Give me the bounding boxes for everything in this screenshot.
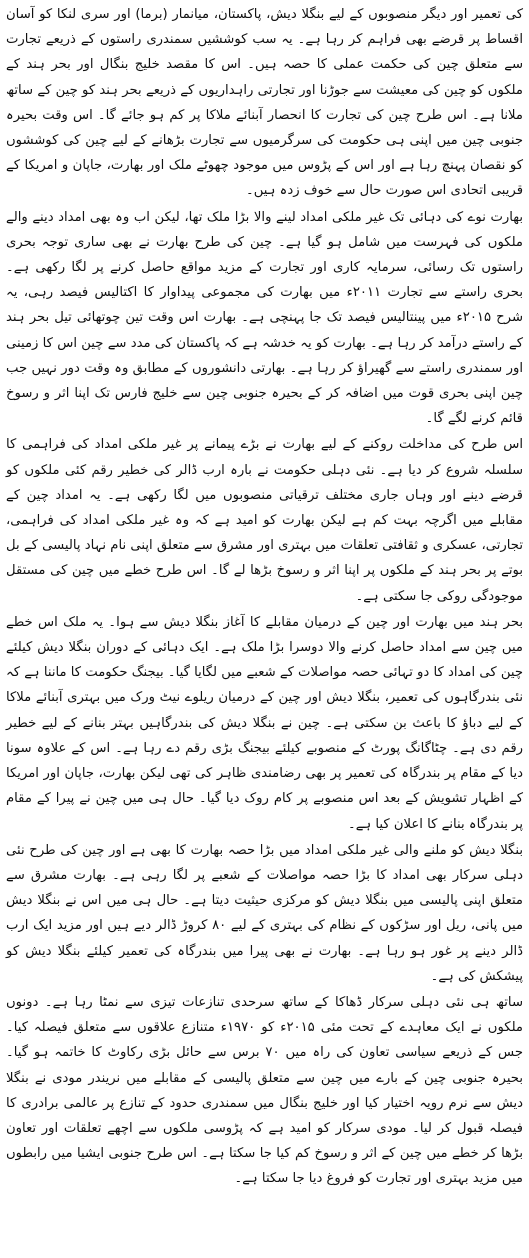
- paragraph-text: کی تعمیر اور دیگر منصوبوں کے لیے بنگلا دیش، پاکستان، میانمار (برما) اور سری لنکا کو آسان اقساط پر قرضے بھی فراہم کر رہا ہے۔ یہ سب کوششیں سمندری راستوں کے ذریعے تجارت سے متعلق چین کی حکمت عملی کا حصہ ہیں۔ اس کا مقصد خلیج بنگال اور بحر ہند کے ملکوں کو چین کی معیشت سے جوڑنا اور تجارتی راہداریوں کے ذریعے بحر ہند کو چین کے ساتھ ملانا ہے۔ اس طرح چین کی تجارت کا انحصار آبنائے ملاکا پر کم ہو جائے گا۔ اس وقت بحیرہ جنوبی چین میں اپنی ہی حکومت کی سرگرمیوں سے تجارت بڑھانے کے لیے چین کی کوششوں کو نقصان پہنچ رہا ہے اور اس کے پڑوس میں موجود چھوٹے ملک اور بھارت، جاپان و امریکا کے قریبی اتحادی اس صورت حال سے خوف زدہ ہیں۔: [6, 7, 523, 199]
- article-paragraph-1: [6, 2, 523, 204]
- paragraph-text: اس طرح کی مداخلت روکنے کے لیے بھارت نے بڑے پیمانے پر غیر ملکی امداد کی فراہمی کا سلسلہ شروع کر دیا ہے۔ نئی دہلی حکومت نے بارہ ارب ڈالر کی خطیر رقم کئی ملکوں کو قرضے دینے اور وہاں جاری مختلف ترقیاتی منصوبوں میں لگا رکھی ہے۔ یہ امداد چین کے مقابلے میں اگرچہ بہت کم ہے لیکن بھارت کو امید ہے کہ وہ غیر ملکی امداد کی فراہمی، تجارتی، عسکری و ثقافتی تعلقات میں بہتری اور مشرق سے متعلق اپنی نام نہاد پالیسی کے بل بوتے پر بحر ہند کے ملکوں پر اپنا اثر و رسوخ بڑھا لے گا۔ اس طرح خطے میں چین کی مستقل موجودگی روکی جا سکتی ہے۔: [6, 437, 523, 604]
- article-paragraph-5: [6, 838, 523, 989]
- article-paragraph-4: [6, 610, 523, 837]
- article-paragraph-6: [6, 990, 523, 1192]
- article-paragraph-2: [6, 205, 523, 432]
- paragraph-text: بھارت نوے کی دہائی تک غیر ملکی امداد لینے والا بڑا ملک تھا، لیکن اب وہ بھی امداد دینے والے ملکوں کی فہرست میں شامل ہو گیا ہے۔ چین کی طرح بھارت نے بھی ساری توجہ بحری راستوں تک رسائی، سرمایہ کاری اور تجارت کے مزید مواقع حاصل کرنے پر لگا رکھی ہے۔ بحری راستے سے تجارت ۲۰۱۱ء میں بھارت کی مجموعی پیداوار کا اکتالیس فیصد رہی، یہ شرح ۲۰۱۵ء میں پینتالیس فیصد تک جا پہنچی ہے۔ بھارت اس وقت تین چوتھائی تیل بحر ہند کے راستے درآمد کر رہا ہے۔ بھارت کو یہ خدشہ ہے کہ پاکستان کی مدد سے چین اس کا زمینی اور سمندری راستے سے گھیراؤ کر رہا ہے۔ بھارتی دانشوروں کے مطابق وہ وقت دور نہیں جب چین اپنی بحری قوت میں اضافہ کر کے بحیرہ جنوبی چین سے خلیج فارس تک اپنا اثر و رسوخ قائم کرنے لگے گا۔: [6, 209, 524, 427]
- article-paragraph-3: [6, 432, 523, 608]
- paragraph-text: بنگلا دیش کو ملنے والی غیر ملکی امداد میں بڑا حصہ بھارت کا بھی ہے اور چین کی طرح نئی دہلی سرکار بھی امداد کا بڑا حصہ مواصلات کے شعبے پر لگا رہی ہے۔ بھارت مشرق سے متعلق اپنی پالیسی میں بنگلا دیش کو مرکزی حیثیت دیتا ہے۔ حال ہی میں اس نے بنگلا دیش میں پانی، ریل اور سڑکوں کے نظام کی بہتری کے لیے ۸۰ کروڑ ڈالر دیے ہیں اور مزید ایک ارب ڈالر دینے پر غور ہو رہا ہے۔ بھارت نے بھی پیرا میں بندرگاہ کی تعمیر کیلئے بنگلا دیش کو پیشکش کی ہے۔: [6, 842, 524, 984]
- paragraph-text: بحر ہند میں بھارت اور چین کے درمیان مقابلے کا آغاز بنگلا دیش سے ہوا۔ یہ ملک اس خطے میں چین سے امداد حاصل کرنے والا دوسرا بڑا ملک ہے۔ ایک دہائی کے دوران بنگلا دیش کیلئے چین کی امداد کا دو تہائی حصہ مواصلات کے شعبے میں لگایا گیا۔ بیجنگ حکومت کا ماننا ہے کہ نئی بندرگاہوں کی تعمیر، بنگلا دیش اور چین کے درمیان ریلوے نیٹ ورک میں بہتری آبنائے ملاکا کے لیے دباؤ کا باعث بن سکتی ہے۔ چین نے بنگلا دیش کی بندرگاہیں بہتر بنانے کے لیے خطیر رقم دی ہے۔ چٹاگانگ پورٹ کے منصوبے کیلئے بیجنگ بڑی رقم دے رہا ہے۔ اس کے علاوہ سونا دیا کے مقام پر بندرگاہ کی تعمیر پر بھی رضامندی ظاہر کی تھی لیکن بھارت، جاپان اور امریکا کے اظہار تشویش کے بعد اس منصوبے پر کام روک دیا گیا۔ حال ہی میں چین نے پیرا کے مقام پر بندرگاہ بنانے کا اعلان کیا ہے۔: [6, 614, 523, 832]
- paragraph-text: ساتھ ہی نئی دہلی سرکار ڈھاکا کے ساتھ سرحدی تنازعات تیزی سے نمٹا رہا ہے۔ دونوں ملکوں نے ایک معاہدے کے تحت مئی ۲۰۱۵ء کو ۱۹۷۰ء متنازع علاقوں سے متعلق فیصلہ کیا۔ جس کے ذریعے سیاسی تعاون کی راہ میں ۷۰ برس سے حائل بڑی رکاوٹ کا خاتمہ ہو گیا۔ بحیرہ جنوبی چین کے بارے میں چین سے متعلق پالیسی کے مقابلے میں نریندر مودی نے بنگلا دیش سے نرم رویہ اختیار کیا اور خلیج بنگال میں سمندری حدود کے تنازع پر عالمی برادری کا فیصلہ قبول کر لیا۔ مودی سرکار کو امید ہے کہ پڑوسی ملکوں سے اچھے تعلقات اور تعاون بڑھا کر خطے میں چین کے اثر و رسوخ کم کیا جا سکتا ہے۔ اس طرح جنوبی ایشیا میں رابطوں میں مزید بہتری اور تجارت کو فروغ دیا جا سکتا ہے۔: [6, 994, 523, 1187]
